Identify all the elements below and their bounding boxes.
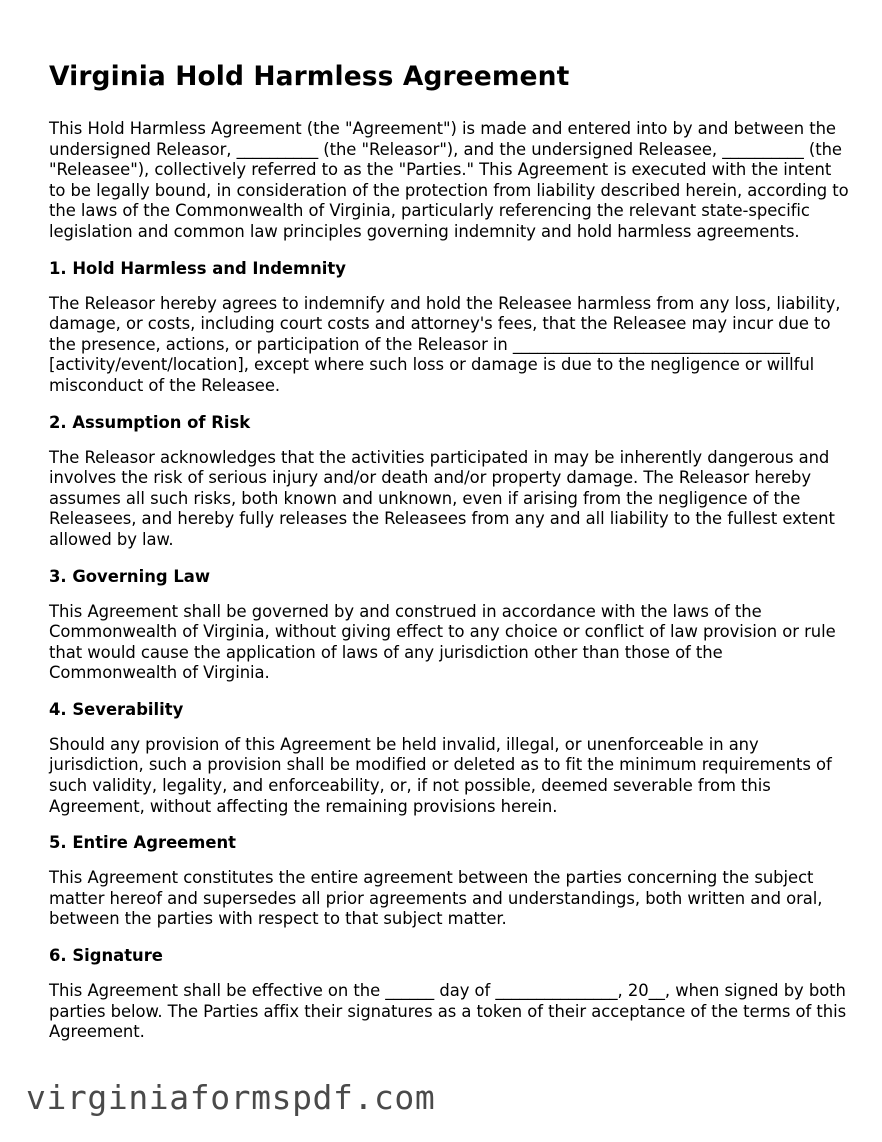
section-heading-assumption-of-risk: 2. Assumption of Risk [49, 412, 251, 432]
section-body-hold-harmless: The Releasor hereby agrees to indemnify and hold the Releasee harmless from any loss, liability, damage, or costs, including court costs and attorney's fees, that the Releasee may incur due to the presence, actions, or participation of the Releasor in __________________________________ [activity/event/location], except where such loss or damage is due to the negligence or willful misconduct of the Releasee. [49, 293, 841, 395]
section-body-severability: Should any provision of this Agreement be held invalid, illegal, or unenforceable in any jurisdiction, such a provision shall be modified or deleted as to fit the minimum requirements of such validity, legality, and enforceability, or, if not possible, deemed severable from this Agreement, without affecting the remaining provisions herein. [49, 734, 832, 816]
watermark-text: virginiaformspdf.com [26, 1078, 436, 1117]
section-heading-signature: 6. Signature [49, 946, 163, 966]
section-heading-governing-law: 3. Governing Law [49, 566, 210, 586]
intro-paragraph: This Hold Harmless Agreement (the "Agreement") is made and entered into by and between the undersigned Releasor, __________ (the "Releasor"), and the undersigned Releasee, __________ (the "Releasee"), collectively referred to as the "Parties." This Agreement is executed with the intent to be legally bound, in consideration of the protection from liability described herein, according to the laws of the Commonwealth of Virginia, particularly referencing the relevant state-specific legislation and common law principles governing indemnity and hold harmless agreements. [49, 119, 849, 241]
section-heading-severability: 4. Severability [49, 699, 184, 719]
document-page [49, 58, 849, 1058]
section-heading-entire-agreement: 5. Entire Agreement [49, 833, 236, 853]
section-body-governing-law: This Agreement shall be governed by and construed in accordance with the laws of the Commonwealth of Virginia, without giving effect to any choice or conflict of law provision or rule that would cause the application of laws of any jurisdiction other than those of the Commonwealth of Virginia. [49, 601, 836, 683]
document-title: Virginia Hold Harmless Agreement [49, 61, 570, 92]
section-body-entire-agreement: This Agreement constitutes the entire agreement between the parties concerning the subject matter hereof and supersedes all prior agreements and understandings, both written and oral, between the parties with respect to that subject matter. [49, 868, 823, 929]
section-body-signature: This Agreement shall be effective on the ______ day of _______________, 20__, when signed by both parties below. The Parties affix their signatures as a token of their acceptance of the terms of this Agreement. [49, 981, 847, 1042]
section-body-assumption-of-risk: The Releasor acknowledges that the activities participated in may be inherently dangerous and involves the risk of serious injury and/or death and/or property damage. The Releasor hereby assumes all such risks, both known and unknown, even if arising from the negligence of the Releasees, and hereby fully releases the Releasees from any and all liability to the fullest extent allowed by law. [49, 447, 835, 549]
section-heading-hold-harmless: 1. Hold Harmless and Indemnity [49, 258, 346, 278]
